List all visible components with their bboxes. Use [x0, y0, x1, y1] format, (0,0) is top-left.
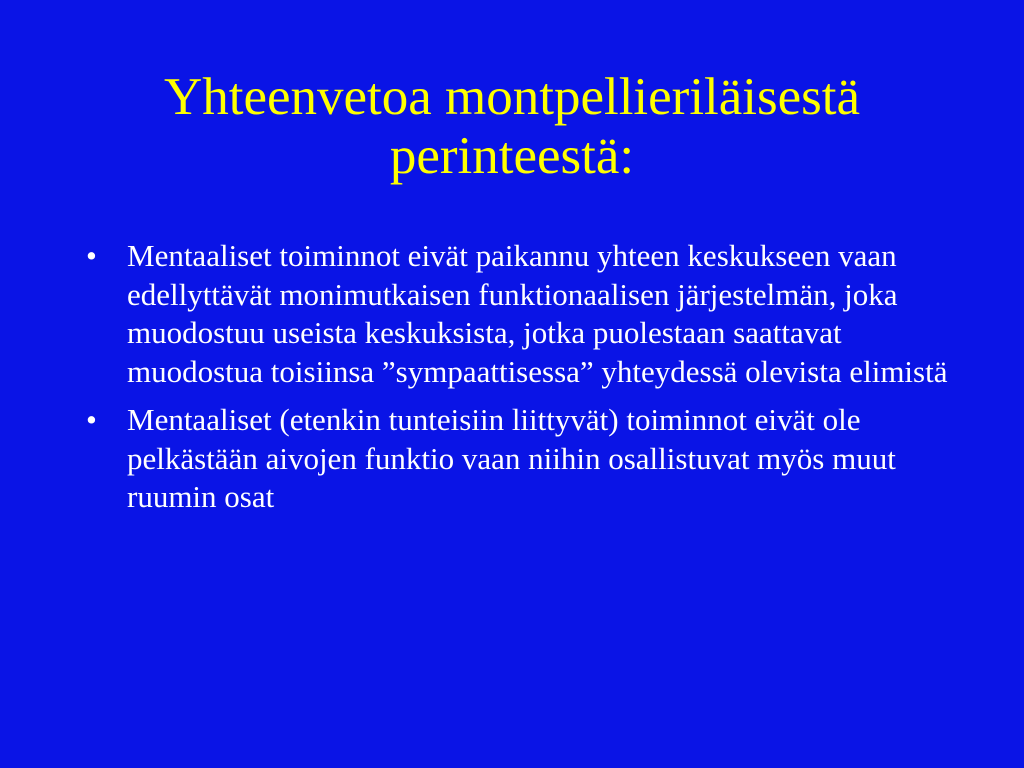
bullet-text: Mentaaliset (etenkin tunteisiin liittyvät) toiminnot eivät ole pelkästään aivojen funktio vaan niihin osallistuvat myös muut ruumin osat	[127, 402, 896, 514]
bullet-item-1	[86, 237, 956, 391]
slide-title: Yhteenvetoa montpellieriläisestä perinteestä:	[163, 68, 861, 185]
bullet-text: Mentaaliset toiminnot eivät paikannu yhteen keskukseen vaan edellyttävät monimutkaisen funktionaalisen järjestelmän, joka muodostuu useista keskuksista, jotka puolestaan saattavat muodostua toisiinsa ”sympaattisessa” yhteydessä olevista elimistä	[127, 238, 948, 389]
bullet-dot-icon: •	[86, 402, 97, 437]
bullet-dot-icon: •	[86, 238, 97, 273]
bullet-item-2	[86, 401, 956, 517]
bullet-list	[86, 237, 956, 527]
